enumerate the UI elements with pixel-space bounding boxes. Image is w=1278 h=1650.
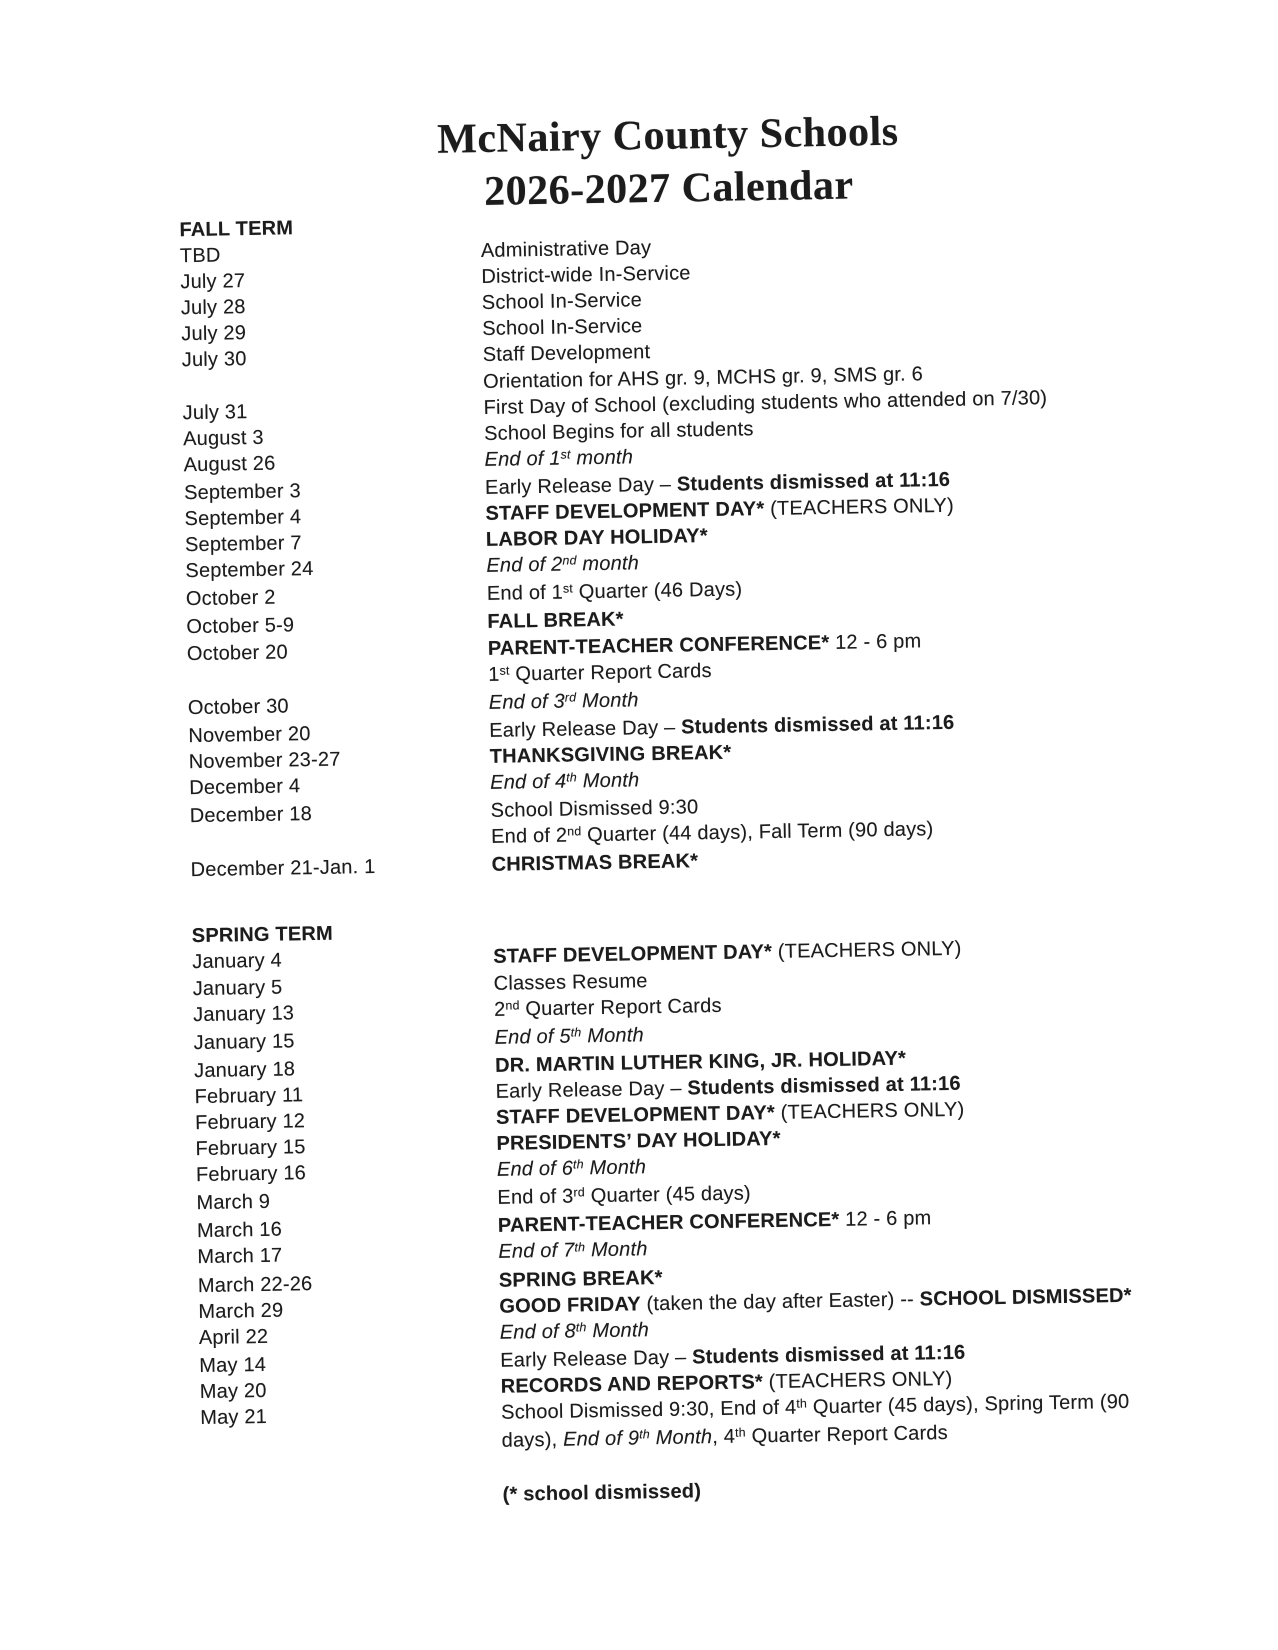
text-segment: FALL BREAK* (487, 608, 624, 634)
date-cell: September 24 (185, 558, 314, 583)
text-segment: 2 (493, 998, 506, 1021)
text-segment: th (734, 1425, 746, 1440)
text-segment: st (562, 581, 574, 596)
text-segment: THANKSGIVING BREAK* (489, 741, 732, 768)
term-section (179, 199, 1252, 884)
date-cell: December 4 (189, 775, 301, 800)
date-cell: January 13 (193, 1001, 295, 1026)
date-cell: July 28 (180, 296, 246, 320)
text-segment: End of 5 (494, 1025, 571, 1049)
text-segment: Quarter (46 Days) (572, 578, 743, 604)
text-segment: Quarter Report Cards (745, 1422, 949, 1448)
date-cell: December 21-Jan. 1 (190, 856, 376, 882)
text-segment: st (499, 663, 510, 678)
text-segment: School Begins for all students (483, 417, 754, 445)
text-segment: th (566, 770, 578, 785)
text-segment: STAFF DEVELOPMENT DAY* (493, 941, 773, 969)
text-segment: (taken the day after Easter) -- (640, 1288, 920, 1315)
text-segment: End of 2 (490, 824, 568, 849)
text-segment: End of 8 (499, 1320, 577, 1344)
term-header: FALL TERM (179, 217, 294, 242)
text-segment: End of 7 (498, 1239, 575, 1264)
date-cell: January 18 (193, 1058, 296, 1082)
date-cell: November 23-27 (188, 748, 341, 774)
text-segment: End of 2 (486, 553, 563, 578)
date-cell: May 14 (199, 1353, 267, 1377)
date-cell: July 29 (181, 322, 247, 346)
date-cell: September 7 (184, 532, 302, 557)
date-cell: February 15 (195, 1136, 306, 1161)
text-segment: th (570, 1025, 582, 1040)
date-cell: December 18 (189, 803, 313, 828)
text-segment: Administrative Day (480, 237, 652, 263)
term-section (192, 905, 1263, 1461)
text-segment: GOOD FRIDAY (499, 1292, 641, 1318)
event-cell (493, 905, 1254, 918)
text-segment: STAFF DEVELOPMENT DAY* (485, 498, 765, 525)
text-segment: PARENT-TEACHER CONFERENCE* (487, 631, 830, 660)
text-segment: th (796, 1396, 808, 1411)
text-segment: 1 (488, 663, 500, 686)
text-segment: End of 4 (490, 770, 567, 794)
text-segment: RECORDS AND REPORTS* (500, 1371, 764, 1398)
text-segment: nd (505, 998, 520, 1013)
text-segment: (TEACHERS ONLY) (764, 494, 955, 521)
text-segment: th (572, 1157, 584, 1172)
footnote-text: (* school dismissed) (502, 1480, 702, 1506)
text-segment: LABOR DAY HOLIDAY* (485, 525, 708, 552)
text-segment: Month (586, 1318, 650, 1343)
date-cell: August 26 (183, 452, 276, 477)
date-cell: January 5 (192, 976, 283, 1000)
date-cell: August 3 (182, 426, 264, 450)
date-cell: February 16 (195, 1162, 307, 1187)
text-segment: th (574, 1239, 586, 1255)
date-cell: September 3 (183, 480, 301, 505)
text-segment: Month (581, 1023, 644, 1048)
date-cell: January 4 (192, 949, 283, 974)
text-segment: Month (576, 688, 639, 713)
term-header: SPRING TERM (191, 923, 334, 948)
text-segment: End of 1 (484, 447, 561, 471)
date-cell: May 21 (200, 1405, 268, 1430)
text-segment: Quarter (45 days), Spring Term (90 (806, 1390, 1130, 1419)
text-segment: Quarter Report Cards (509, 659, 712, 686)
text-segment: Orientation for AHS gr. 9, MCHS gr. 9, SMS gr. 6 (482, 362, 924, 393)
text-segment: DR. MARTIN LUTHER KING, JR. HOLIDAY* (494, 1047, 907, 1077)
text-segment: Early Release Day – (489, 716, 682, 742)
calendar-list (179, 199, 1263, 1514)
date-cell: July 31 (182, 400, 248, 424)
text-segment: Early Release Day – (495, 1077, 688, 1103)
text-segment: month (576, 552, 640, 576)
text-segment: 12 - 6 pm (829, 629, 922, 654)
date-cell: September 4 (184, 506, 302, 531)
text-segment: Month (583, 1156, 647, 1180)
text-segment: Quarter (45 days) (584, 1182, 752, 1208)
text-segment: PARENT-TEACHER CONFERENCE* (497, 1209, 840, 1238)
text-segment: (TEACHERS ONLY) (771, 938, 962, 964)
text-segment: CHRISTMAS BREAK* (491, 850, 699, 877)
date-cell: March 9 (196, 1191, 271, 1215)
date-cell: February 11 (194, 1084, 304, 1108)
text-segment: Quarter (44 days), Fall Term (90 days) (581, 818, 934, 847)
text-segment: Early Release Day – (484, 473, 678, 499)
date-cell: July 27 (180, 270, 246, 294)
text-segment: End of 6 (496, 1157, 574, 1182)
text-segment: End of 9 (562, 1427, 640, 1451)
text-segment: STAFF DEVELOPMENT DAY* (495, 1101, 776, 1129)
text-segment: (TEACHERS ONLY) (762, 1367, 953, 1394)
text-segment: School In-Service (482, 315, 643, 341)
footnote-row (201, 1469, 1263, 1514)
text-segment: th (639, 1427, 650, 1442)
text-segment: Month (585, 1238, 648, 1262)
text-segment: days), (501, 1428, 564, 1452)
date-cell: April 22 (198, 1325, 269, 1349)
date-cell: TBD (179, 244, 221, 268)
text-segment: SPRING BREAK* (498, 1266, 663, 1292)
date-cell: November 20 (188, 722, 311, 747)
text-segment: Quarter Report Cards (519, 994, 722, 1021)
date-cell: January 15 (193, 1030, 295, 1054)
date-cell: March 17 (197, 1245, 283, 1269)
title-line-2: 2026-2027 Calendar (483, 162, 854, 215)
text-segment: Early Release Day – (500, 1346, 693, 1372)
text-segment: Students dismissed at 11:16 (680, 711, 955, 739)
date-cell: October 2 (185, 586, 276, 611)
text-segment: First Day of School (excluding students who attended on 7/30) (483, 386, 1048, 419)
text-segment: Month (576, 769, 640, 793)
text-segment: School Dismissed 9:30, End of 4 (500, 1396, 797, 1424)
date-cell (201, 1482, 502, 1487)
title-line-1: McNairy County Schools (436, 108, 899, 163)
text-segment: SCHOOL DISMISSED* (919, 1284, 1132, 1311)
text-segment: End of 3 (488, 690, 566, 714)
date-cell: March 16 (196, 1218, 283, 1243)
text-segment: End of 3 (497, 1185, 574, 1210)
text-segment: 12 - 6 pm (839, 1207, 932, 1232)
text-segment: nd (562, 553, 577, 568)
text-segment: (TEACHERS ONLY) (774, 1098, 965, 1124)
text-segment: Students dismissed at 11:16 (687, 1072, 961, 1100)
date-cell: March 29 (198, 1299, 284, 1323)
text-segment: School Dismissed 9:30 (490, 796, 699, 822)
date-cell: February 12 (194, 1110, 306, 1135)
text-segment: rd (573, 1185, 586, 1200)
date-cell: July 30 (181, 348, 247, 372)
text-segment: Month (649, 1426, 713, 1450)
event-cell (502, 1469, 1263, 1508)
text-segment: Students dismissed at 11:16 (676, 468, 951, 496)
text-segment: rd (564, 690, 577, 705)
text-segment: PRESIDENTS’ DAY HOLIDAY* (496, 1127, 781, 1155)
date-cell: May 20 (199, 1379, 267, 1403)
date-cell: October 5-9 (186, 614, 295, 639)
text-segment: School In-Service (481, 289, 643, 315)
text-segment: month (570, 446, 634, 470)
text-segment: , 4 (712, 1425, 736, 1449)
text-segment: Classes Resume (493, 969, 648, 995)
date-cell: March 22-26 (197, 1272, 313, 1297)
text-segment: Staff Development (482, 341, 651, 367)
text-segment: End of 1 (486, 581, 564, 606)
date-cell: October 30 (187, 695, 289, 719)
text-segment: st (560, 447, 571, 462)
text-segment: Students dismissed at 11:16 (691, 1341, 966, 1369)
text-segment: District-wide In-Service (481, 262, 691, 289)
text-segment: th (575, 1320, 587, 1335)
text-segment: nd (567, 824, 582, 839)
date-cell: October 20 (186, 640, 289, 665)
